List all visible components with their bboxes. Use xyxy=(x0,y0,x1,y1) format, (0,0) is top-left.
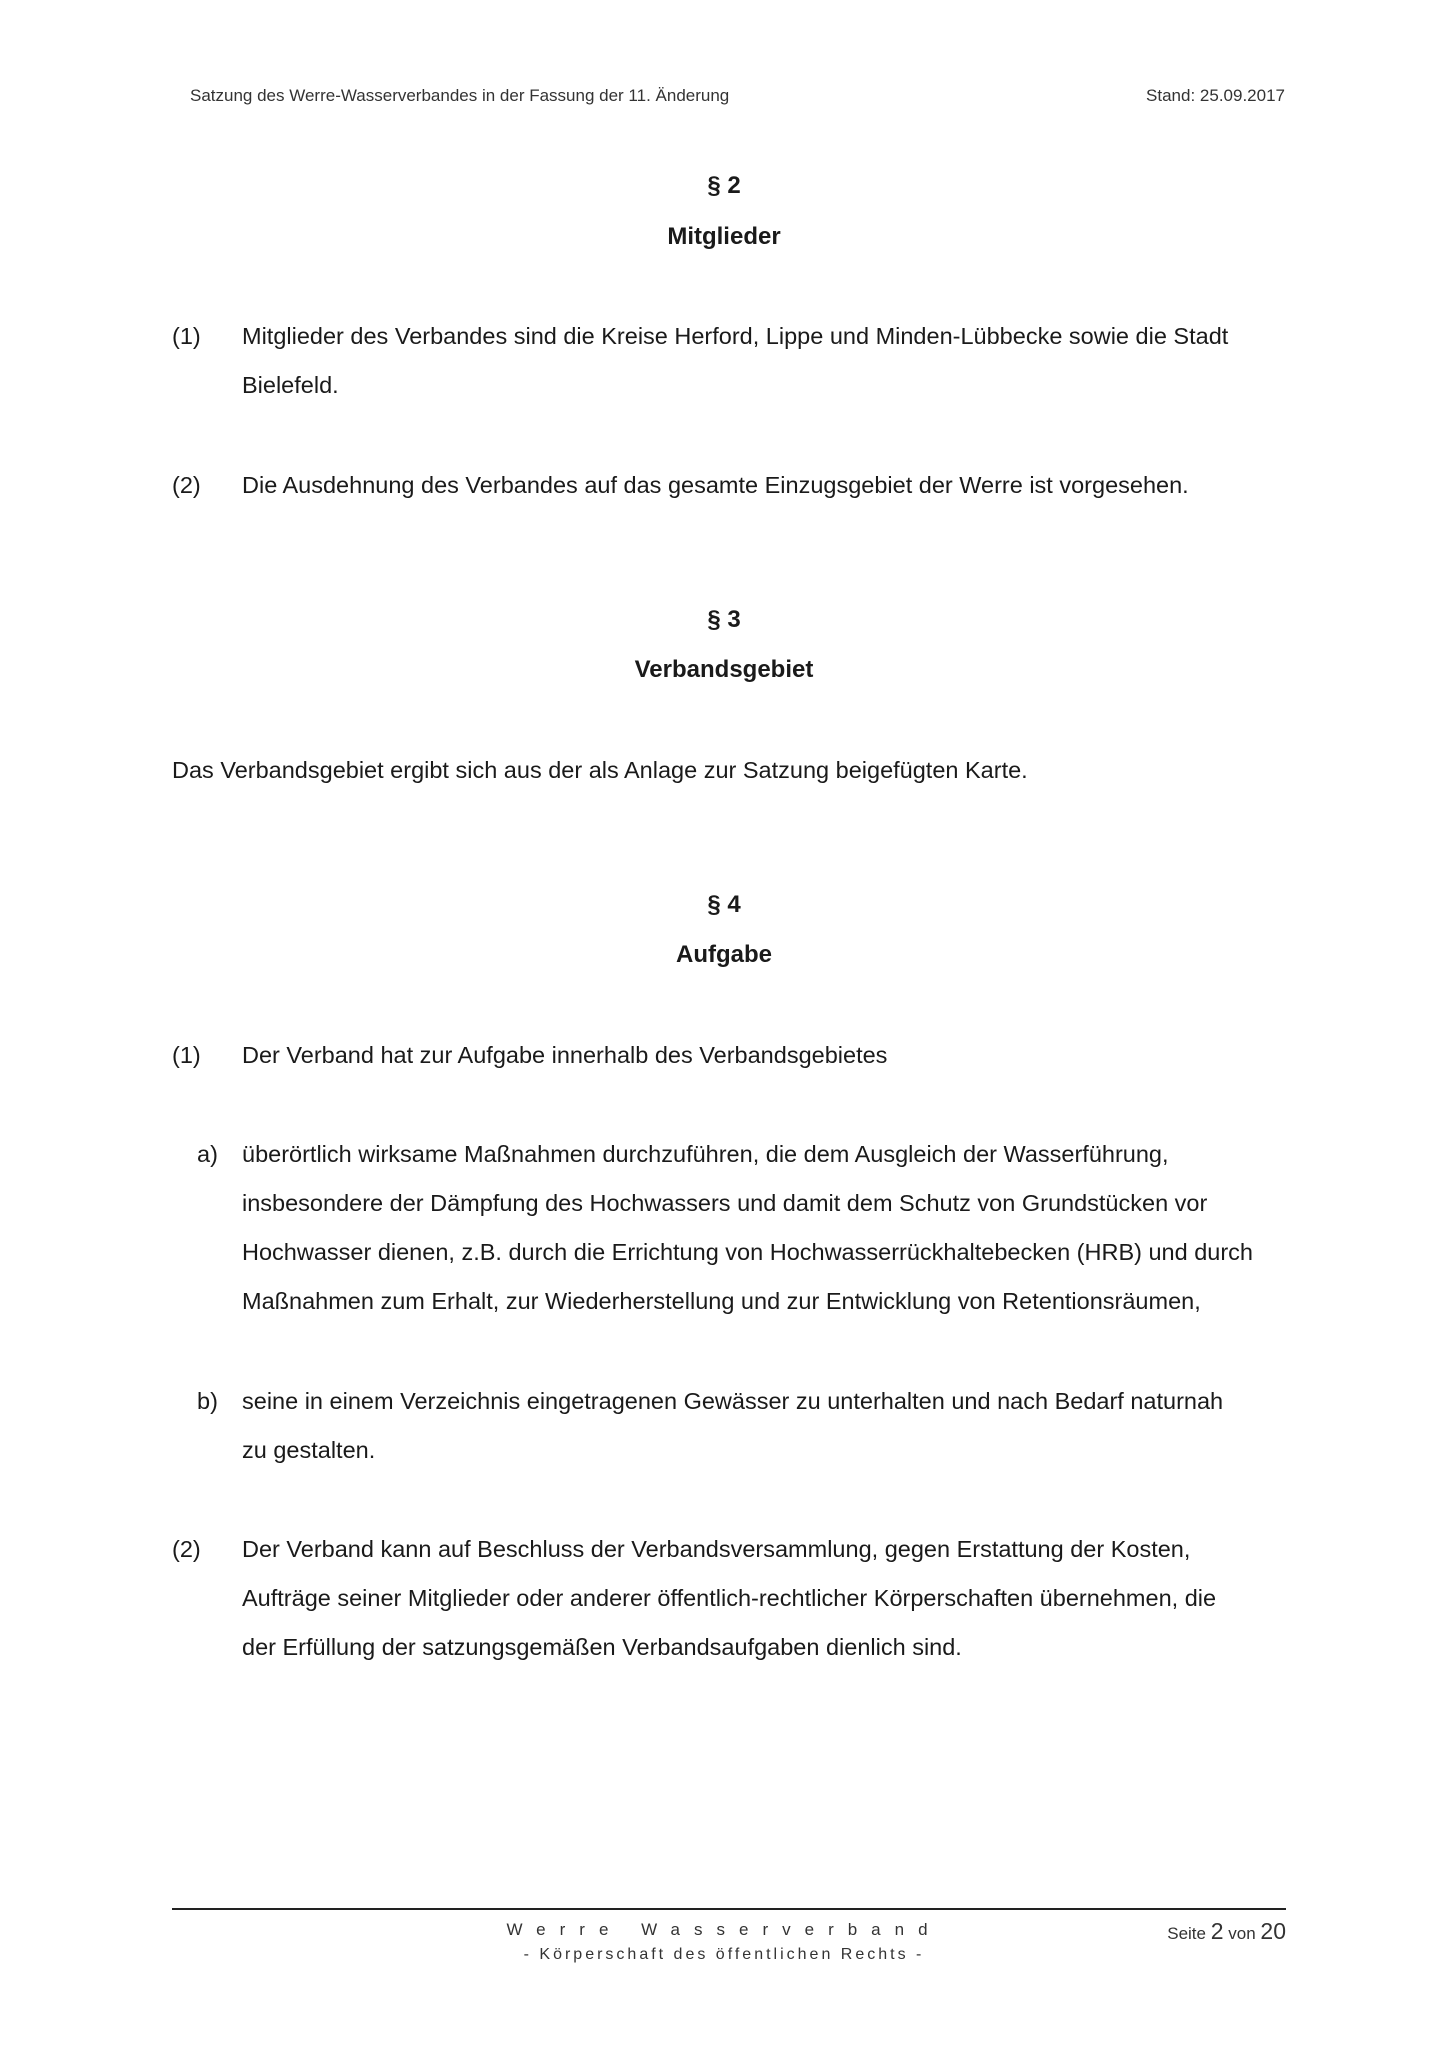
item-line: überörtlich wirksame Maßnahmen durchzuführen, die dem Ausgleich der Wasserführung, xyxy=(242,1141,1169,1167)
footer-subtitle: - Körperschaft des öffentlichen Rechts - xyxy=(523,1946,925,1963)
page-number xyxy=(1167,1918,1286,1945)
section-number: § 2 xyxy=(707,172,741,199)
paragraph-line: Bielefeld. xyxy=(242,372,339,398)
page-current: 2 xyxy=(1210,1918,1224,1944)
item-line: zu gestalten. xyxy=(242,1437,376,1463)
paragraph-line: Der Verband kann auf Beschluss der Verbandsversammlung, gegen Erstattung der Kosten, xyxy=(242,1536,1191,1562)
footer-organization: Werre Wasserverband xyxy=(506,1920,942,1939)
footer-divider xyxy=(172,1908,1286,1910)
paragraph-number: (2) xyxy=(172,472,201,498)
item-letter: a) xyxy=(197,1141,218,1167)
item-line: Maßnahmen zum Erhalt, zur Wiederherstellung und zur Entwicklung von Retentionsräumen, xyxy=(242,1288,1201,1314)
header-date: Stand: 25.09.2017 xyxy=(1146,86,1285,105)
page-total: 20 xyxy=(1260,1918,1286,1944)
section-title: Verbandsgebiet xyxy=(634,656,814,683)
item-line: Hochwasser dienen, z.B. durch die Errichtung von Hochwasserrückhaltebecken (HRB) und durch xyxy=(242,1239,1253,1265)
item-line: insbesondere der Dämpfung des Hochwassers und damit dem Schutz von Grundstücken vor xyxy=(242,1190,1208,1216)
item-line: seine in einem Verzeichnis eingetragenen Gewässer zu unterhalten und nach Bedarf naturnah xyxy=(242,1388,1224,1414)
paragraph-number: (1) xyxy=(172,1042,201,1068)
page-label: Seite xyxy=(1167,1924,1206,1943)
paragraph-line: Mitglieder des Verbandes sind die Kreise Herford, Lippe und Minden-Lübbecke sowie die Stadt xyxy=(242,323,1229,349)
page-of-label: von xyxy=(1228,1924,1256,1943)
section-number: § 4 xyxy=(707,891,741,918)
paragraph-line: Der Verband hat zur Aufgabe innerhalb des Verbandsgebietes xyxy=(242,1042,888,1068)
header-title: Satzung des Werre-Wasserverbandes in der Fassung der 11. Änderung xyxy=(190,86,730,105)
section-number: § 3 xyxy=(707,606,741,633)
item-letter: b) xyxy=(197,1388,218,1414)
paragraph-line: Die Ausdehnung des Verbandes auf das gesamte Einzugsgebiet der Werre ist vorgesehen. xyxy=(242,472,1189,498)
paragraph-number: (1) xyxy=(172,323,201,349)
paragraph-line: der Erfüllung der satzungsgemäßen Verbandsaufgaben dienlich sind. xyxy=(242,1634,962,1660)
paragraph-line: Aufträge seiner Mitglieder oder anderer öffentlich-rechtlicher Körperschaften übernehmen, die xyxy=(242,1585,1217,1611)
paragraph-number: (2) xyxy=(172,1536,201,1562)
section-title: Mitglieder xyxy=(667,223,781,250)
section-text: Das Verbandsgebiet ergibt sich aus der als Anlage zur Satzung beigefügten Karte. xyxy=(172,757,1028,783)
section-title: Aufgabe xyxy=(676,941,772,968)
